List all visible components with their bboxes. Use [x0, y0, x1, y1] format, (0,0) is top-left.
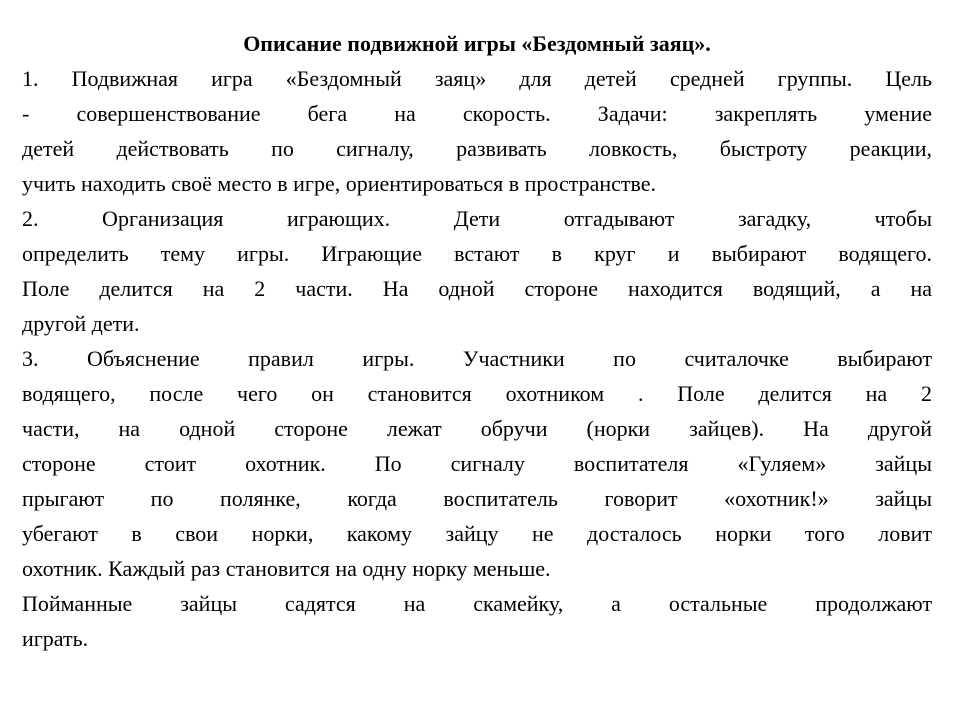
text-line: определить тему игры. Играющие встают в круг и выбирают водящего. [22, 241, 932, 266]
text-line: части, на одной стороне лежат обручи (норки зайцев). На другой [22, 416, 932, 441]
paragraph-1 [22, 61, 932, 201]
slide-title: Описание подвижной игры «Бездомный заяц». [243, 31, 711, 56]
text-line: прыгают по полянке, когда воспитатель говорит «охотник!» зайцы [22, 486, 932, 511]
text-line: детей действовать по сигналу, развивать ловкость, быстроту реакции, [22, 136, 932, 161]
paragraph-3 [22, 341, 932, 586]
text-line: стороне стоит охотник. По сигналу воспитателя «Гуляем» зайцы [22, 451, 932, 476]
text-line: 3. Объяснение правил игры. Участники по считалочке выбирают [22, 346, 932, 371]
text-line: 2. Организация играющих. Дети отгадывают загадку, чтобы [22, 206, 932, 231]
text-line: 1. Подвижная игра «Бездомный заяц» для детей средней группы. Цель [22, 66, 932, 91]
text-line: играть. [22, 626, 89, 651]
text-line: другой дети. [22, 311, 140, 336]
paragraph-4 [22, 586, 932, 656]
text-line: учить находить своё место в игре, ориентироваться в пространстве. [22, 171, 657, 196]
text-line: охотник. Каждый раз становится на одну норку меньше. [22, 556, 551, 581]
text-line: - совершенствование бега на скорость. Задачи: закреплять умение [22, 101, 932, 126]
text-line: водящего, после чего он становится охотником . Поле делится на 2 [22, 381, 932, 406]
text-line: Пойманные зайцы садятся на скамейку, а остальные продолжают [22, 591, 932, 616]
text-line: Поле делится на 2 части. На одной стороне находится водящий, а на [22, 276, 932, 301]
text-line: убегают в свои норки, какому зайцу не досталось норки того ловит [22, 521, 932, 546]
paragraph-2 [22, 201, 932, 341]
